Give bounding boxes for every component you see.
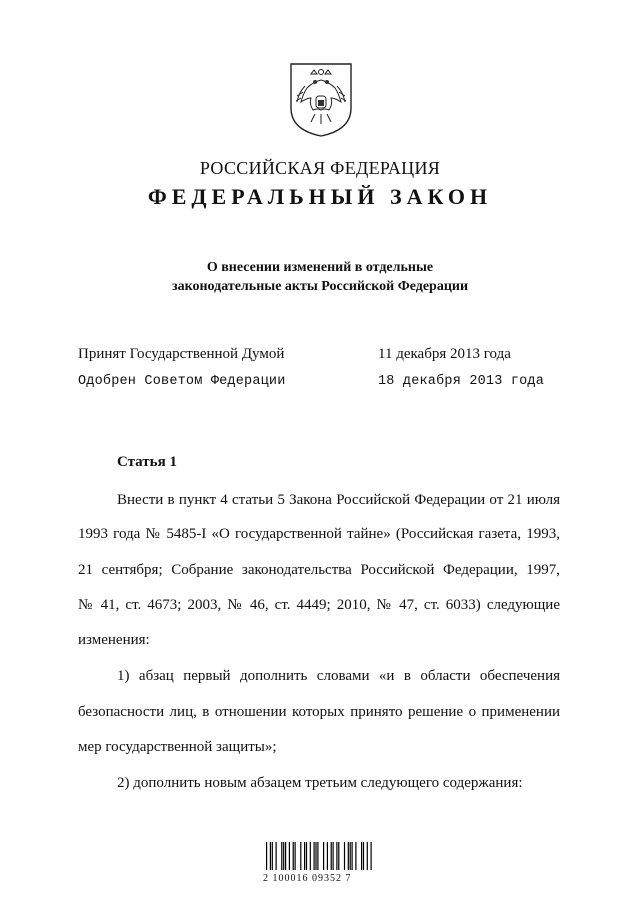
article-line: мер государственной защиты»; bbox=[78, 739, 277, 755]
law-subject bbox=[0, 258, 640, 296]
adoption-duma-date: 11 декабря 2013 года bbox=[378, 346, 511, 362]
article-line: безопасности лиц, в отношении которых принято решение о применении bbox=[78, 704, 560, 720]
article-line: 1) абзац первый дополнить словами «и в области обеспечения bbox=[117, 668, 560, 684]
article-line: № 41, ст. 4673; 2003, № 46, ст. 4449; 2010, № 47, ст. 6033) следующие bbox=[78, 597, 560, 613]
barcode-number: 2 100016 09352 7 bbox=[263, 873, 352, 884]
article-title: Статья 1 bbox=[117, 454, 177, 470]
adoption-duma-label: Принят Государственной Думой bbox=[78, 346, 285, 362]
approval-council-label: Одобрен Советом Федерации bbox=[78, 374, 286, 389]
article-line: Внести в пункт 4 статьи 5 Закона Российской Федерации от 21 июля bbox=[117, 492, 560, 508]
article-line: изменения: bbox=[78, 632, 150, 648]
law-subject-line-1: О внесении изменений в отдельные bbox=[206, 260, 434, 275]
article-line: 21 сентября; Собрание законодательства Российской Федерации, 1997, bbox=[78, 562, 560, 578]
article-line: 2) дополнить новым абзацем третьим следующего содержания: bbox=[117, 775, 523, 791]
country-heading: РОССИЙСКАЯ ФЕДЕРАЦИЯ bbox=[199, 158, 441, 178]
barcode-icon bbox=[256, 838, 386, 898]
coat-of-arms-emblem bbox=[287, 60, 355, 138]
law-subject-line-2: законодательные акты Российской Федерации bbox=[171, 279, 469, 294]
approval-council-date: 18 декабря 2013 года bbox=[378, 374, 545, 389]
document-type-heading: ФЕДЕРАЛЬНЫЙ ЗАКОН bbox=[147, 184, 493, 209]
article-line: 1993 года № 5485-I «О государственной тайне» (Российская газета, 1993, bbox=[78, 526, 560, 542]
